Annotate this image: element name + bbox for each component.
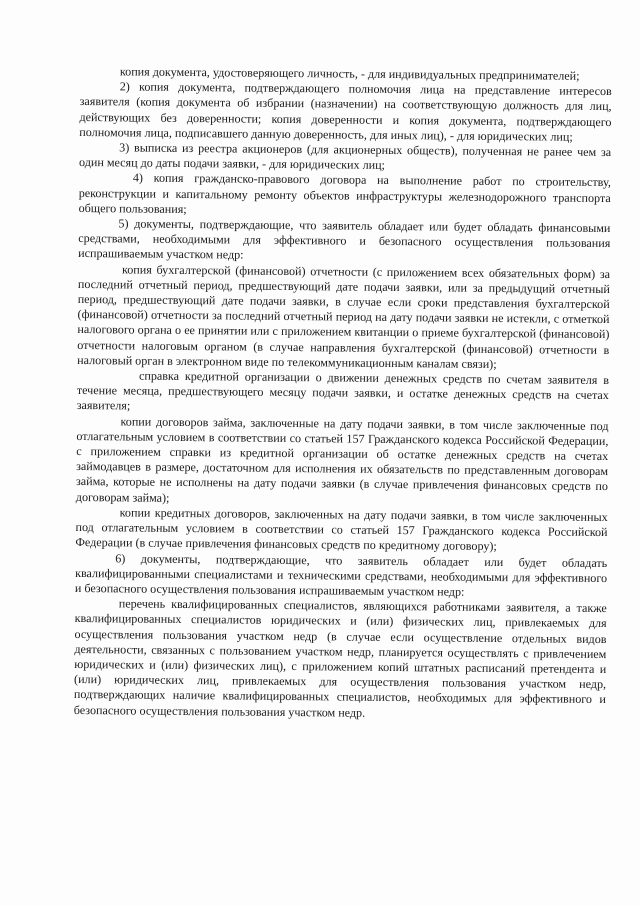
document-body [74,64,612,723]
paragraph-item-5: 5) документы, подтверждающие, что заявитель обладает или будет обладать финансовыми средствами, необходимыми для эффективного и безопасного осуществления пользования испрашиваемым участком недр: [78,216,611,263]
paragraph-specialists-list: перечень квалифицированных специалистов, являющихся работниками заявителя, а также квалифицированных специалистов юридических и (или) физических лиц, привлекаемых для осуществления пользования участком недр (в случае если осуществление отдельных видов деятельности, связанных с пользованием участком недр, планируется осуществлять с привлечением юридических и (или) физических лиц), с приложением копий штатных расписаний претендента и (или) юридических лиц, привлекаемых для осуществления пользования участком недр, подтверждающих наличие квалифицированных специалистов, необходимых для эффективного и безопасного осуществления пользования участком недр. [73,596,607,720]
paragraph-item-4: 4) копия гражданско-правового договора на выполнение работ по строительству, реконструкции и капитальному ремонту объектов инфраструктуры железнодорожного транспорта общего пользования; [78,170,611,216]
paragraph-financial-statements: копия бухгалтерской (финансовой) отчетности (с приложением всех обязательных форм) за последний отчетный период, предшествующий дате подачи заявки, или за предыдущий отчетный период, предшествующий дате подачи заявки, в случае если сроки представления бухгалтерской (финансовой) отчетности за последний отчетный период на дату подачи заявки не истекли, с отметкой налогового органа о ее принятии или с приложением квитанции о приеме бухгалтерской (финансовой) отчетности налоговым органом (в случае направления бухгалтерской (финансовой) отчетности в налоговый орган в электронном виде по телекоммуникационным каналам связи); [77,262,611,371]
paragraph-loan-agreements: копии договоров займа, заключенные на дату подачи заявки, в том числе заключенные под отлагательным условием в соответствии со статьей 157 Гражданского кодекса Российской Федерации, с приложением справки из кредитной организации об остатке денежных средств на счетах займодавцев в размере, достаточном для исполнения их обязательств по представленным договорам займа, которые не исполнены на дату подачи заявки (в случае привлечения финансовых средств по договорам займа); [75,414,609,505]
paragraph-credit-agreements: копии кредитных договоров, заключенных на дату подачи заявки, в том числе заключенных под отлагательным условием в соответствии со статьей 157 Гражданского кодекса Российской Федерации (в случае привлечения финансовых средств по кредитному договору); [75,505,608,554]
paragraph-item-3: 3) выписка из реестра акционеров (для акционерных обществ), полученная не ранее чем за один месяц до даты подачи заявки, - для юридических лиц; [78,140,612,173]
paragraph-item-2: 2) копия документа, подтверждающего полномочия лица на представление интересов заявителя (копия документа об избрании (назначении) на соответствующую должность для лиц, действующих без доверенности; копия доверенности и копия документа, подтверждающего полномочия лица, подписавшего данную доверенность, для иных лиц), - для юридических лиц; [79,79,612,144]
paragraph-applicant-id: копия документа, удостоверяющего личность, - для индивидуальных предпринимателей; [119,64,580,83]
paragraph-item-6: 6) документы, подтверждающие, что заявитель обладает или будет обладать квалифицированными специалистами и техническими средствами, необходимыми для эффективного и безопасного осуществления пользования испрашиваемым участком недр: [74,550,608,599]
paragraph-bank-statement: справка кредитной организации о движении денежных средств по счетам заявителя в течение месяца, предшествующего месяцу подачи заявки, и остатке денежных средств на счетах заявителя; [76,368,610,413]
